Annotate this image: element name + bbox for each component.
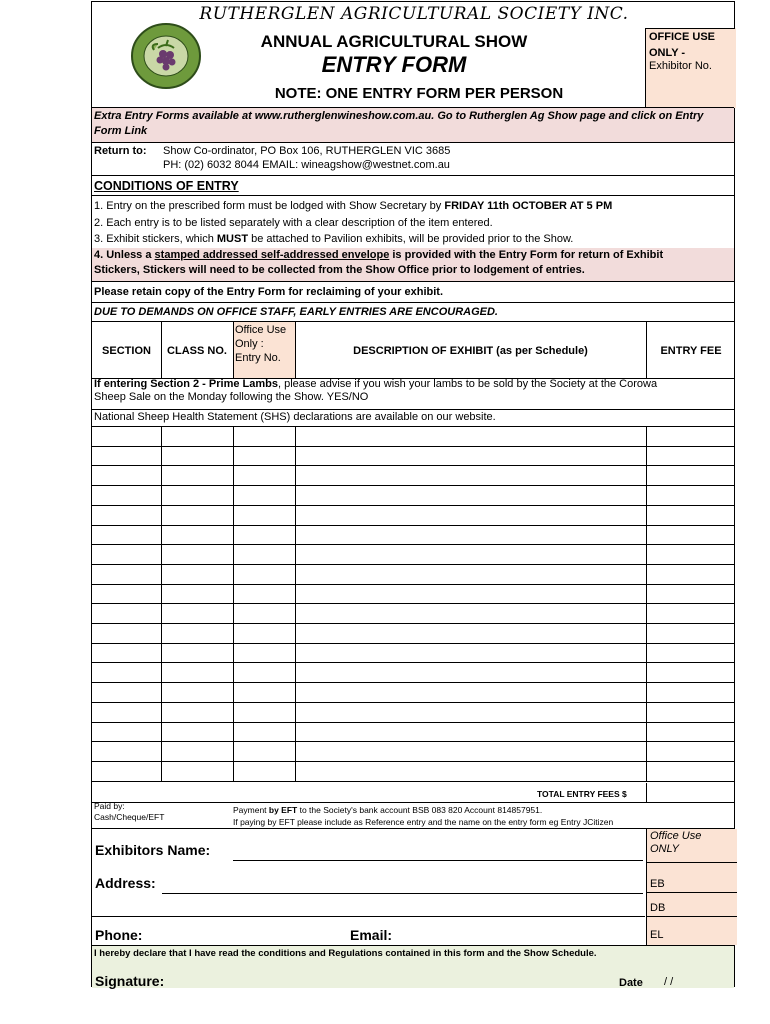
class-no-cell[interactable] <box>161 643 233 663</box>
office-use-label: OFFICE USE <box>649 31 716 43</box>
entry-fee-cell[interactable] <box>646 702 736 722</box>
section-cell[interactable] <box>92 722 161 742</box>
description-cell[interactable] <box>295 584 646 604</box>
prime-lambs-note: If entering Section 2 - Prime Lambs, please advise if you wish your lambs to be sold by the Society at the Corowa Sheep Sale on the Monday following the Show. YES/NO <box>94 378 658 403</box>
section-cell[interactable] <box>92 465 161 485</box>
entry-fee-cell[interactable] <box>646 584 736 604</box>
payment-methods: Cash/Cheque/EFT <box>94 812 165 822</box>
class-no-cell[interactable] <box>161 662 233 682</box>
total-fees-label: TOTAL ENTRY FEES $ <box>537 789 627 799</box>
exhibitors-name-label: Exhibitors Name: <box>95 842 211 858</box>
description-cell[interactable] <box>295 662 646 682</box>
class-no-cell[interactable] <box>161 682 233 702</box>
total-fees-field[interactable] <box>646 783 737 802</box>
description-cell[interactable] <box>295 603 646 623</box>
address-field-line2[interactable] <box>92 916 645 917</box>
class-no-cell[interactable] <box>161 761 233 781</box>
description-cell[interactable] <box>295 446 646 466</box>
early-entries-text: DUE TO DEMANDS ON OFFICE STAFF, EARLY ENTRIES ARE ENCOURAGED. <box>94 306 498 318</box>
extra-forms-text: Extra Entry Forms available at www.rutherglenwineshow.com.au. Go to Rutherglen Ag Show page and click on Entry Form Link <box>94 110 704 137</box>
entry-fee-cell[interactable] <box>646 623 736 643</box>
office-entry-no-cell[interactable] <box>233 544 295 564</box>
office-only-side-label: ONLY <box>650 843 679 855</box>
db-label: DB <box>650 902 666 914</box>
form-title: ENTRY FORM <box>321 52 467 77</box>
office-use-box <box>645 28 736 108</box>
section-cell[interactable] <box>92 584 161 604</box>
description-cell[interactable] <box>295 643 646 663</box>
office-entry-no-cell[interactable] <box>233 702 295 722</box>
description-cell[interactable] <box>295 525 646 545</box>
office-entry-no-cell[interactable] <box>233 564 295 584</box>
section-cell[interactable] <box>92 505 161 525</box>
class-no-cell[interactable] <box>161 603 233 623</box>
return-to-label: Return to: <box>94 145 147 157</box>
entry-fee-cell[interactable] <box>646 564 736 584</box>
section-cell[interactable] <box>92 485 161 505</box>
description-cell[interactable] <box>295 741 646 761</box>
description-cell[interactable] <box>295 544 646 564</box>
office-entry-no-cell[interactable] <box>233 643 295 663</box>
col-office-header: Office Use Only : Entry No. <box>233 322 295 379</box>
condition-4-box <box>92 248 734 281</box>
entry-fee-cell[interactable] <box>646 741 736 761</box>
return-contact: PH: (02) 6032 8044 EMAIL: wineagshow@westnet.com.au <box>163 159 450 171</box>
description-cell[interactable] <box>295 702 646 722</box>
office-entry-no-cell[interactable] <box>233 662 295 682</box>
condition-3: 3. Exhibit stickers, which MUST be attached to Pavilion exhibits, will be provided prior to the Show. <box>94 233 574 245</box>
office-use-side-label: Office Use <box>650 830 702 842</box>
eft-payment-text: Payment by EFT to the Society's bank account BSB 083 820 Account 814857951. <box>233 805 543 815</box>
entry-fee-cell[interactable] <box>646 544 736 564</box>
entry-fee-cell[interactable] <box>646 525 736 545</box>
section-cell[interactable] <box>92 603 161 623</box>
email-label: Email: <box>350 927 393 943</box>
class-no-cell[interactable] <box>161 446 233 466</box>
office-entry-no-cell[interactable] <box>233 525 295 545</box>
entry-fee-cell[interactable] <box>646 662 736 682</box>
entry-fee-cell[interactable] <box>646 505 736 525</box>
office-only-label: ONLY - <box>649 47 686 59</box>
office-entry-no-cell[interactable] <box>233 682 295 702</box>
retain-copy-text: Please retain copy of the Entry Form for reclaiming of your exhibit. <box>94 286 444 298</box>
office-entry-no-cell[interactable] <box>233 465 295 485</box>
office-entry-no-cell[interactable] <box>233 505 295 525</box>
entry-fee-cell[interactable] <box>646 603 736 623</box>
return-to-section <box>92 142 734 176</box>
phone-label: Phone: <box>95 927 143 943</box>
section-cell[interactable] <box>92 702 161 722</box>
office-entry-no-cell[interactable] <box>233 722 295 742</box>
section-cell[interactable] <box>92 525 161 545</box>
entry-fee-cell[interactable] <box>646 722 736 742</box>
class-no-cell[interactable] <box>161 722 233 742</box>
section-cell[interactable] <box>92 446 161 466</box>
shs-note: National Sheep Health Statement (SHS) declarations are available on our website. <box>94 411 496 423</box>
class-no-cell[interactable] <box>161 485 233 505</box>
entry-fee-cell[interactable] <box>646 682 736 702</box>
date-label: Date <box>619 977 643 989</box>
address-label: Address: <box>95 875 156 891</box>
col-class-header: CLASS NO. <box>167 344 227 357</box>
description-cell[interactable] <box>295 465 646 485</box>
office-entry-no-cell[interactable] <box>233 426 295 446</box>
paid-by-label: Paid by: <box>94 801 125 811</box>
entry-fee-cell[interactable] <box>646 446 736 466</box>
section-cell[interactable] <box>92 643 161 663</box>
description-cell[interactable] <box>295 505 646 525</box>
office-entry-no-cell[interactable] <box>233 446 295 466</box>
section-cell[interactable] <box>92 623 161 643</box>
declaration-box <box>92 945 734 988</box>
office-entry-no-cell[interactable] <box>233 623 295 643</box>
office-entry-no-cell[interactable] <box>233 485 295 505</box>
description-cell[interactable] <box>295 761 646 781</box>
show-title: ANNUAL AGRICULTURAL SHOW <box>260 32 528 51</box>
class-no-cell[interactable] <box>161 741 233 761</box>
entry-fee-cell[interactable] <box>646 465 736 485</box>
class-no-cell[interactable] <box>161 623 233 643</box>
class-no-cell[interactable] <box>161 525 233 545</box>
condition-4: 4. Unless a stamped addressed self-addressed envelope is provided with the Entry Form for return of Exhibit <box>94 249 664 261</box>
address-field[interactable] <box>162 893 643 894</box>
society-logo <box>130 22 202 90</box>
conditions-heading: CONDITIONS OF ENTRY <box>94 179 239 193</box>
return-address: Show Co-ordinator, PO Box 106, RUTHERGLEN VIC 3685 <box>163 145 451 157</box>
class-no-cell[interactable] <box>161 584 233 604</box>
one-entry-note: NOTE: ONE ENTRY FORM PER PERSON <box>274 85 564 102</box>
description-cell[interactable] <box>295 682 646 702</box>
exhibitor-no-label: Exhibitor No. <box>649 60 712 72</box>
description-cell[interactable] <box>295 722 646 742</box>
declaration-text: I hereby declare that I have read the conditions and Regulations contained in this form and the Show Schedule. <box>94 948 597 959</box>
section-cell[interactable] <box>92 682 161 702</box>
class-no-cell[interactable] <box>161 426 233 446</box>
description-cell[interactable] <box>295 564 646 584</box>
class-no-cell[interactable] <box>161 465 233 485</box>
office-use-side <box>646 829 737 945</box>
description-cell[interactable] <box>295 426 646 446</box>
section-cell[interactable] <box>92 564 161 584</box>
eb-label: EB <box>650 878 665 890</box>
exhibitors-name-field[interactable] <box>233 860 643 861</box>
condition-4-line2: Stickers, Stickers will need to be collected from the Show Office prior to lodgement of entries. <box>94 264 585 276</box>
entry-fee-cell[interactable] <box>646 643 736 663</box>
section-cell[interactable] <box>92 741 161 761</box>
signature-label: Signature: <box>95 973 165 989</box>
section-cell[interactable] <box>92 662 161 682</box>
section-cell[interactable] <box>92 544 161 564</box>
society-name: RUTHERGLEN AGRICULTURAL SOCIETY INC. <box>199 4 629 24</box>
entry-fee-cell[interactable] <box>646 485 736 505</box>
class-no-cell[interactable] <box>161 564 233 584</box>
office-entry-no-cell[interactable] <box>233 741 295 761</box>
office-entry-no-cell[interactable] <box>233 761 295 781</box>
entry-form-sheet <box>91 1 735 987</box>
col-description-header: DESCRIPTION OF EXHIBIT (as per Schedule) <box>353 344 588 357</box>
description-cell[interactable] <box>295 623 646 643</box>
class-no-cell[interactable] <box>161 702 233 722</box>
signature-field[interactable] <box>167 972 607 986</box>
extra-forms-banner <box>92 107 734 143</box>
class-no-cell[interactable] <box>161 544 233 564</box>
section-cell[interactable] <box>92 761 161 781</box>
class-no-cell[interactable] <box>161 505 233 525</box>
col-fee-header: ENTRY FEE <box>660 344 722 357</box>
col-section-header: SECTION <box>102 344 151 357</box>
description-cell[interactable] <box>295 485 646 505</box>
section-cell[interactable] <box>92 426 161 446</box>
entry-fee-cell[interactable] <box>646 426 736 446</box>
el-label: EL <box>650 929 664 941</box>
eft-reference-text: If paying by EFT please include as Reference entry and the name on the entry form eg Entry JCitizen <box>233 817 614 827</box>
condition-2: 2. Each entry is to be listed separately with a clear description of the item entered. <box>94 217 493 229</box>
office-entry-no-cell[interactable] <box>233 603 295 623</box>
condition-1: 1. Entry on the prescribed form must be lodged with Show Secretary by FRIDAY 11th OCTOBER AT 5 PM <box>94 200 613 212</box>
entry-fee-cell[interactable] <box>646 761 736 781</box>
office-entry-no-cell[interactable] <box>233 584 295 604</box>
date-field[interactable]: / / <box>664 976 674 988</box>
